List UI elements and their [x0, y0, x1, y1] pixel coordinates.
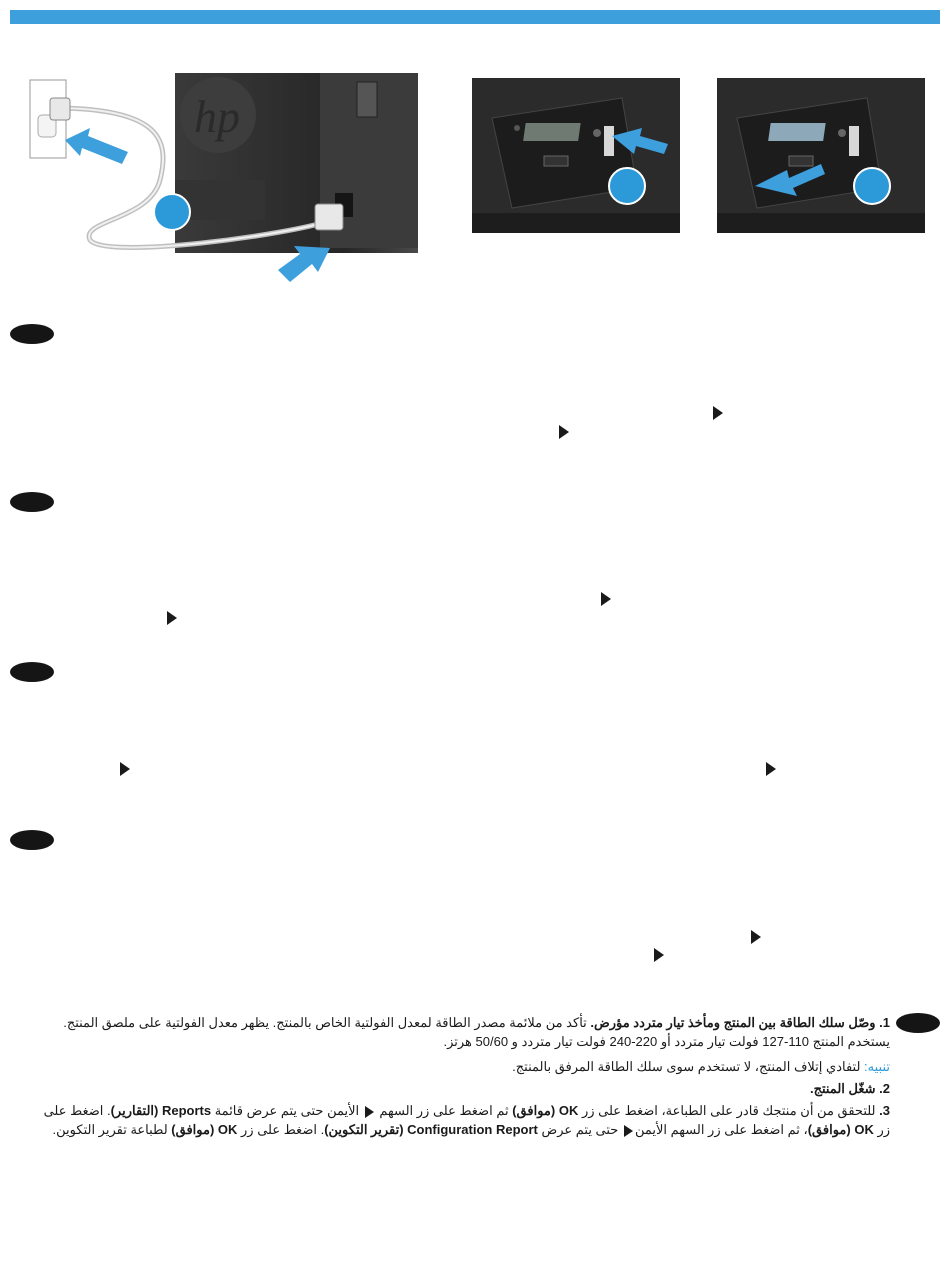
- step-2: [40, 1079, 890, 1098]
- step-3-text: الأيمن حتى يتم عرض قائمة: [211, 1103, 363, 1118]
- configuration-report-label: Configuration Report (تقرير التكوين): [324, 1122, 538, 1137]
- language-badge-1: [10, 324, 54, 344]
- step-3-text: ، ثم اضغط على زر السهم الأيمن: [634, 1122, 808, 1137]
- step-3-text: لطباعة تقرير التكوين.: [52, 1122, 172, 1137]
- ok-button-label: OK (موافق): [171, 1122, 238, 1137]
- power-connection-illustration: [10, 60, 430, 290]
- caution-label: تنبيه:: [864, 1059, 890, 1074]
- right-arrow-icon: [167, 611, 177, 625]
- right-arrow-icon: [654, 948, 664, 962]
- right-arrow-icon: [751, 930, 761, 944]
- step-3-text: . اضغط على زر: [43, 1103, 890, 1137]
- control-panel-buttons-illustration: [717, 78, 925, 233]
- step-number: 1.: [879, 1015, 890, 1030]
- step-number: 2.: [879, 1081, 890, 1096]
- step-3-text: ثم اضغط على زر السهم: [375, 1103, 513, 1118]
- step-3-text: . اضغط على زر: [237, 1122, 325, 1137]
- language-badge-3: [10, 662, 54, 682]
- caution-note: [40, 1057, 890, 1076]
- right-arrow-icon: [120, 762, 130, 776]
- right-arrow-icon: [601, 592, 611, 606]
- language-badge-arabic: [896, 1013, 940, 1033]
- step-3-text: للتحقق من أن منتجك قادر على الطباعة، اضغط على زر: [578, 1103, 876, 1118]
- right-arrow-icon: [365, 1106, 374, 1118]
- right-arrow-icon: [624, 1125, 633, 1137]
- arabic-instructions: [40, 1013, 890, 1139]
- control-panel-power-illustration: [472, 78, 680, 233]
- right-arrow-icon: [713, 406, 723, 420]
- ok-button-label: OK (موافق): [512, 1103, 579, 1118]
- step-1: [40, 1013, 890, 1051]
- right-arrow-icon: [766, 762, 776, 776]
- language-badge-4: [10, 830, 54, 850]
- ok-button-label: OK (موافق): [807, 1122, 874, 1137]
- hp-logo: hp: [194, 91, 240, 142]
- step-3-text: حتى يتم عرض: [537, 1122, 622, 1137]
- step-3: [40, 1101, 890, 1139]
- right-arrow-icon: [559, 425, 569, 439]
- caution-text: لتفادي إتلاف المنتج، لا تستخدم سوى سلك الطاقة المرفق بالمنتج.: [512, 1059, 865, 1074]
- step-1-heading: وصّل سلك الطاقة بين المنتج ومأخذ تيار متردد مؤرض.: [590, 1015, 876, 1030]
- top-accent-bar: [10, 10, 940, 24]
- step-number: 3.: [879, 1103, 890, 1118]
- step-2-text: شغّل المنتج.: [809, 1081, 876, 1096]
- reports-menu-label: Reports (التقارير): [110, 1103, 212, 1118]
- language-badge-2: [10, 492, 54, 512]
- step-1-text: تأكد من ملائمة مصدر الطاقة لمعدل الفولتية الخاص بالمنتج. يظهر معدل الفولتية على ملصق المنتج. يستخدم المنتج 110-127 فولت تيار متردد أو 220-240 فولت تيار متردد و 50/60 هرتز.: [63, 1015, 890, 1049]
